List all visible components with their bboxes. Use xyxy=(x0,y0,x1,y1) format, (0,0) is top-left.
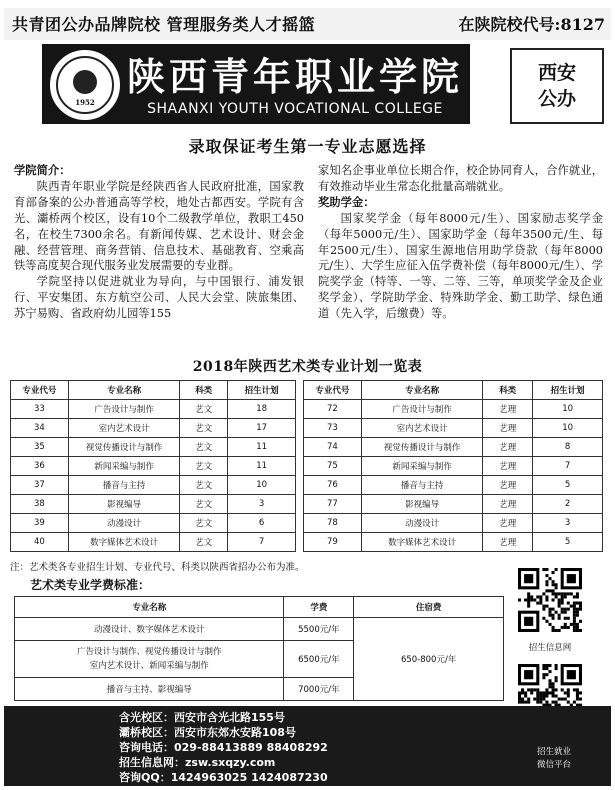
category: 艺文 xyxy=(180,457,228,476)
major-code: 36 xyxy=(11,457,69,476)
major-name: 影视编导 xyxy=(361,495,483,514)
plan-note: 注：艺术类各专业招生计划、专业代号、科类以陕西省招办公布为准。 xyxy=(10,562,305,573)
table-row xyxy=(11,400,296,419)
major-code: 73 xyxy=(304,419,362,438)
quota: 3 xyxy=(228,495,296,514)
slogan: 共青团公办品牌院校 管理服务类人才摇篮 xyxy=(12,15,316,34)
table-row xyxy=(304,533,603,552)
major-code: 79 xyxy=(304,533,362,552)
category: 艺文 xyxy=(180,438,228,457)
fee-majors: 播音与主持、影视编导 xyxy=(15,678,284,701)
fee-majors-line1: 广告设计与制作、视觉传播设计与制作 xyxy=(76,647,222,657)
major-name: 动漫设计 xyxy=(68,514,180,533)
fee-tuition: 6500元/年 xyxy=(284,641,354,678)
quota: 3 xyxy=(533,514,603,533)
fee-tuition: 7000元/年 xyxy=(284,678,354,701)
fee-lodging: 650-800元/年 xyxy=(354,618,504,701)
fee-title: 艺术类专业学费标准： xyxy=(30,578,151,592)
fee-col-major: 专业名称 xyxy=(15,597,284,618)
table-row xyxy=(11,419,296,438)
col-name: 专业名称 xyxy=(68,381,180,400)
website[interactable]: 招生信息网：zsw.sxqzy.com xyxy=(119,756,276,769)
tagline: 录取保证考生第一专业志愿选择 xyxy=(188,137,427,156)
school-name-en: SHAANXI YOUTH VOCATIONAL COLLEGE xyxy=(147,101,443,117)
table-header-row xyxy=(304,381,603,400)
table-row xyxy=(304,438,603,457)
fee-col-tuition: 学费 xyxy=(284,597,354,618)
major-name: 视觉传播设计与制作 xyxy=(68,438,180,457)
aid-heading: 奖助学金： xyxy=(318,194,375,209)
major-name: 播音与主持 xyxy=(68,476,180,495)
category: 艺文 xyxy=(180,495,228,514)
quota: 5 xyxy=(533,476,603,495)
admissions-website-qr-icon[interactable] xyxy=(518,568,582,632)
category: 艺理 xyxy=(483,495,533,514)
col-code: 专业代号 xyxy=(304,381,362,400)
major-name: 动漫设计 xyxy=(361,514,483,533)
table-row xyxy=(11,476,296,495)
major-name: 室内艺术设计 xyxy=(68,419,180,438)
table-row xyxy=(304,419,603,438)
category: 艺文 xyxy=(180,514,228,533)
fee-majors xyxy=(15,641,284,678)
intro-para2: 学院坚持以促进就业为导向，与中国银行、浦发银行、平安集团、东方航空公司、人民大会堂、陕旅集团、苏宁易购、省政府幼儿园等155 xyxy=(14,275,304,321)
phone: 咨询电话：029-88413889 88408292 xyxy=(119,741,328,754)
school-seal-icon xyxy=(50,50,120,120)
col-category: 科类 xyxy=(180,381,228,400)
qr-caption-top: 招生信息网 xyxy=(528,643,572,653)
fee-table xyxy=(14,596,504,701)
major-name: 数字媒体艺术设计 xyxy=(68,533,180,552)
major-code: 75 xyxy=(304,457,362,476)
table-row xyxy=(304,457,603,476)
fee-row xyxy=(15,618,504,641)
address-hanguang: 含光校区：西安市含光北路155号 xyxy=(119,711,285,724)
footer-contact xyxy=(4,706,611,786)
plan-table-left xyxy=(10,380,296,552)
school-code: 在陕院校代号:8127 xyxy=(458,15,605,34)
fee-majors-line2: 室内艺术设计、新闻采编与制作 xyxy=(89,661,209,671)
major-name: 影视编导 xyxy=(68,495,180,514)
aid-text: 国家奖学金（每年8000元/生）、国家励志奖学金（每年5000元/生）、国家助学金（每年3500元/生、每年2500元/生）、国家生源地信用助学贷款（每年8000元/生）、大学生应征入伍学费补偿（每年8000元/生）、学院奖学金（特等、一等、二等、三等，单项奖学金及企业奖学金）、学院助学金、特殊助学金、勤工助学、绿色通道（先入学，后缴费）等。 xyxy=(318,211,603,321)
intro-para3: 家知名企事业单位长期合作，校企协同育人，合作就业，有效推动毕业生常态化批量高端就业。 xyxy=(318,164,603,193)
quota: 11 xyxy=(228,457,296,476)
table-row xyxy=(11,438,296,457)
category: 艺理 xyxy=(483,476,533,495)
plan-title: 2018年陕西艺术类专业计划一览表 xyxy=(192,359,423,375)
quota: 10 xyxy=(228,476,296,495)
qr-caption-bottom xyxy=(504,746,604,772)
plan-table-right xyxy=(303,380,603,552)
top-bar xyxy=(4,8,611,40)
qr-caption-bottom-line1: 招生就业 xyxy=(536,747,571,757)
col-name: 专业名称 xyxy=(361,381,483,400)
quota: 17 xyxy=(228,419,296,438)
major-code: 38 xyxy=(11,495,69,514)
intro-left-column xyxy=(14,163,304,322)
category: 艺理 xyxy=(483,419,533,438)
major-code: 77 xyxy=(304,495,362,514)
major-code: 35 xyxy=(11,438,69,457)
quota: 11 xyxy=(228,438,296,457)
major-code: 33 xyxy=(11,400,69,419)
col-code: 专业代号 xyxy=(11,381,69,400)
major-name: 播音与主持 xyxy=(361,476,483,495)
category: 艺文 xyxy=(180,476,228,495)
major-name: 广告设计与制作 xyxy=(68,400,180,419)
major-code: 37 xyxy=(11,476,69,495)
major-code: 74 xyxy=(304,438,362,457)
major-name: 视觉传播设计与制作 xyxy=(361,438,483,457)
col-quota: 招生计划 xyxy=(533,381,603,400)
intro-para1: 陕西青年职业学院是经陕西省人民政府批准，国家教育部备案的公办普通高等学校，地处古都西安。学院有含光、灞桥两个校区，设有10个二级教学单位，教职工450名，在校生7300余名。有新闻传媒、艺术设计、财会金融、经营管理、商务营销、信息技术、基础教育、空乘高铁等高度契合现代服务业发展需要的专业群。 xyxy=(14,179,304,273)
quota: 10 xyxy=(533,419,603,438)
category: 艺理 xyxy=(483,457,533,476)
major-code: 72 xyxy=(304,400,362,419)
intro-right-column xyxy=(318,163,603,322)
major-name: 室内艺术设计 xyxy=(361,419,483,438)
quota: 18 xyxy=(228,400,296,419)
fee-header-row xyxy=(15,597,504,618)
table-header-row xyxy=(11,381,296,400)
category: 艺理 xyxy=(483,438,533,457)
location-badge xyxy=(510,48,604,124)
table-row xyxy=(304,495,603,514)
category: 艺理 xyxy=(483,514,533,533)
category: 艺文 xyxy=(180,419,228,438)
col-category: 科类 xyxy=(483,381,533,400)
category: 艺文 xyxy=(180,400,228,419)
col-quota: 招生计划 xyxy=(228,381,296,400)
location-line1: 西安 xyxy=(537,62,576,84)
fee-tuition: 5500元/年 xyxy=(284,618,354,641)
major-code: 78 xyxy=(304,514,362,533)
quota: 6 xyxy=(228,514,296,533)
major-name: 广告设计与制作 xyxy=(361,400,483,419)
major-code: 76 xyxy=(304,476,362,495)
table-row xyxy=(304,514,603,533)
table-row xyxy=(11,533,296,552)
category: 艺理 xyxy=(483,533,533,552)
quota: 8 xyxy=(533,438,603,457)
quota: 7 xyxy=(533,457,603,476)
major-name: 新闻采编与制作 xyxy=(361,457,483,476)
intro-heading: 学院简介： xyxy=(14,163,71,177)
fee-majors: 动漫设计、数字媒体艺术设计 xyxy=(15,618,284,641)
major-code: 40 xyxy=(11,533,69,552)
category: 艺文 xyxy=(180,533,228,552)
location-line2: 公办 xyxy=(537,88,576,110)
major-code: 39 xyxy=(11,514,69,533)
qq: 咨询QQ：1424963025 1424087230 xyxy=(119,771,328,784)
address-baqiao: 灞桥校区：西安市东郊水安路108号 xyxy=(119,726,296,739)
table-row xyxy=(304,400,603,419)
quota: 10 xyxy=(533,400,603,419)
major-name: 新闻采编与制作 xyxy=(68,457,180,476)
table-row xyxy=(11,457,296,476)
major-name: 数字媒体艺术设计 xyxy=(361,533,483,552)
quota: 7 xyxy=(228,533,296,552)
fee-col-lodging: 住宿费 xyxy=(354,597,504,618)
table-row xyxy=(304,476,603,495)
seal-year: 1952 xyxy=(75,98,95,107)
school-name-cn: 陕西青年职业学院 xyxy=(126,54,463,99)
quota: 2 xyxy=(533,495,603,514)
quota: 5 xyxy=(533,533,603,552)
table-row xyxy=(11,495,296,514)
qr-caption-bottom-line2: 微信平台 xyxy=(536,760,571,770)
major-code: 34 xyxy=(11,419,69,438)
category: 艺理 xyxy=(483,400,533,419)
table-row xyxy=(11,514,296,533)
